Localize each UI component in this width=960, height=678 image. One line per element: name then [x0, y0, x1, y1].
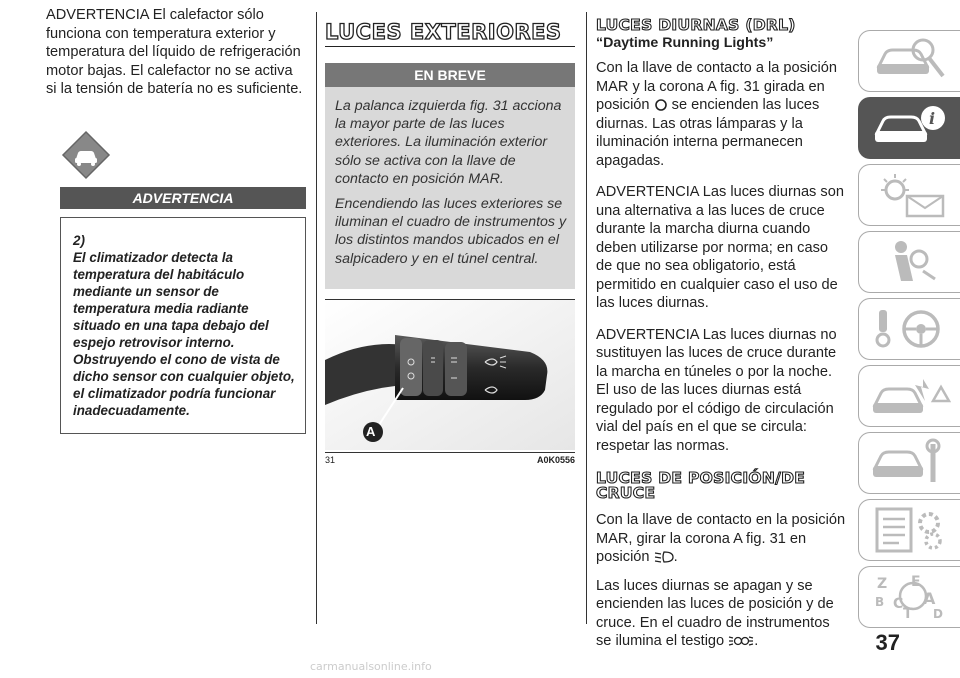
position-lights-title-line-1: LUCES DE POSICIÓN/DE [596, 469, 806, 487]
figure-caption [325, 452, 575, 465]
svg-text:D: D [933, 607, 943, 621]
column-2 [325, 0, 575, 465]
svg-text:T: T [903, 606, 913, 622]
position-paragraph-1 [596, 511, 848, 567]
svg-text:i: i [929, 109, 936, 128]
position-paragraph-1-a: Con la llave de contacto en la posición MAR, girar la corona A fig. 31 en posición [596, 512, 846, 565]
warning-light-mail-icon [871, 170, 951, 220]
key-steering-wheel-icon [871, 304, 951, 354]
column-1 [46, 0, 306, 434]
figure-code: A0K0556 [536, 454, 575, 465]
drl-paragraph-1-a: Con la llave de contacto a la posición MAR y la corona A fig. 31 girada en posición [596, 60, 837, 113]
road-hazard-icon [60, 129, 112, 181]
brief-paragraph-2: Encendiendo las luces exteriores se iluminan el cuadro de instrumentos y los distintos mandos ubicados en el salpicadero y en el túnel central. [335, 196, 567, 267]
airbag-person-icon [871, 237, 951, 287]
tab-warning-lights[interactable] [858, 164, 960, 226]
svg-text:E: E [911, 574, 921, 590]
column-divider [316, 12, 317, 624]
heater-note: ADVERTENCIA El calefactor sólo funciona con temperatura exterior y temperatura del líquido de refrigeración motor bajas. El calefactor no se activa si la tensión de batería no es suficiente. [46, 7, 303, 97]
alphabet-index-icon [871, 572, 951, 622]
position-paragraph-2 [596, 577, 848, 651]
svg-text:C: C [893, 596, 904, 612]
figure-callout-A: A [366, 423, 376, 439]
drl-title: LUCES DIURNAS (DRL) [596, 16, 796, 34]
svg-text:B: B [875, 595, 885, 609]
car-wheel-icon [871, 36, 951, 86]
column-divider [586, 12, 587, 624]
tab-technical-data[interactable] [858, 499, 960, 561]
position-paragraph-2-b: . [754, 633, 759, 649]
car-crash-icon [871, 371, 951, 421]
warning-title: ADVERTENCIA [60, 187, 306, 209]
svg-text:Z: Z [877, 576, 888, 592]
position-lights-title [596, 471, 848, 501]
brief-panel [325, 63, 575, 289]
spec-list-gear-icon [871, 505, 951, 555]
svg-text:A: A [923, 589, 936, 608]
column-3 [596, 0, 848, 651]
watermark: carmanualsonline.info [310, 660, 432, 673]
tab-maintenance[interactable] [858, 432, 960, 494]
tab-knowing-car[interactable] [858, 30, 960, 92]
position-paragraph-1-b: . [673, 549, 678, 565]
position-lights-warning-icon [728, 634, 754, 648]
page-number: 37 [875, 630, 900, 655]
section-title: LUCES EXTERIORES [325, 20, 562, 44]
car-info-icon [871, 103, 951, 153]
position-lights-title-line-2: CRUCE [596, 484, 656, 502]
light-stalk-photo [325, 300, 575, 450]
warning-text: El climatizador detecta la temperatura del habitáculo mediante un sensor de temperatura media radiante situado en una tapa debajo del espejo retrovisor interno. Obstruyendo el cono de vista de dicho sensor con cualquier objeto, el climatizador podría funcionar inadecuadamente. [73, 249, 295, 418]
tab-emergency[interactable] [858, 365, 960, 427]
low-beam-icon [654, 550, 674, 564]
drl-subtitle: “Daytime Running Lights” [596, 35, 774, 51]
tab-start-drive[interactable] [858, 298, 960, 360]
brief-content [325, 87, 575, 289]
tab-index[interactable] [858, 566, 960, 628]
warning-box [60, 217, 306, 434]
drl-paragraph-1-b: se encienden las luces diurnas. Las otras lámparas y la iluminación interna permanecen apagadas. [596, 97, 820, 169]
warning-number: 2) [73, 232, 85, 248]
position-paragraph-2-a: Las luces diurnas se apagan y se encienden las luces de posición y de cruce. En el cuadro de instrumentos se ilumina el testigo [596, 577, 834, 649]
warning-icon-wrap [60, 129, 306, 185]
brief-title: EN BREVE [325, 63, 575, 87]
figure-31 [325, 300, 575, 450]
drl-paragraph-1 [596, 59, 848, 170]
tab-safety-info[interactable] [858, 97, 960, 159]
drl-paragraph-3: ADVERTENCIA Las luces diurnas no sustituyen las luces de cruce durante la marcha en túneles o por la noche. El uso de las luces diurnas está regulado por el código de circulación vial del país en el que se circula: respetar las normas. [596, 326, 837, 454]
tab-airbag[interactable] [858, 231, 960, 293]
drl-paragraph-2: ADVERTENCIA Las luces diurnas son una alternativa a las luces de cruce durante la marcha diurna cuando deben utilizarse por norma; en caso de que no sea obligatorio, está permitido en cualquier caso el uso de las luces diurnas. [596, 184, 844, 311]
figure-number: 31 [325, 454, 336, 465]
section-heading-wrap [325, 20, 575, 47]
drl-symbol-icon [654, 98, 668, 112]
brief-paragraph-1: La palanca izquierda fig. 31 acciona la mayor parte de las luces exteriores. La iluminación exterior sólo se activa con la llave de contacto en posición MAR. [335, 98, 562, 187]
car-wrench-icon [871, 438, 951, 488]
